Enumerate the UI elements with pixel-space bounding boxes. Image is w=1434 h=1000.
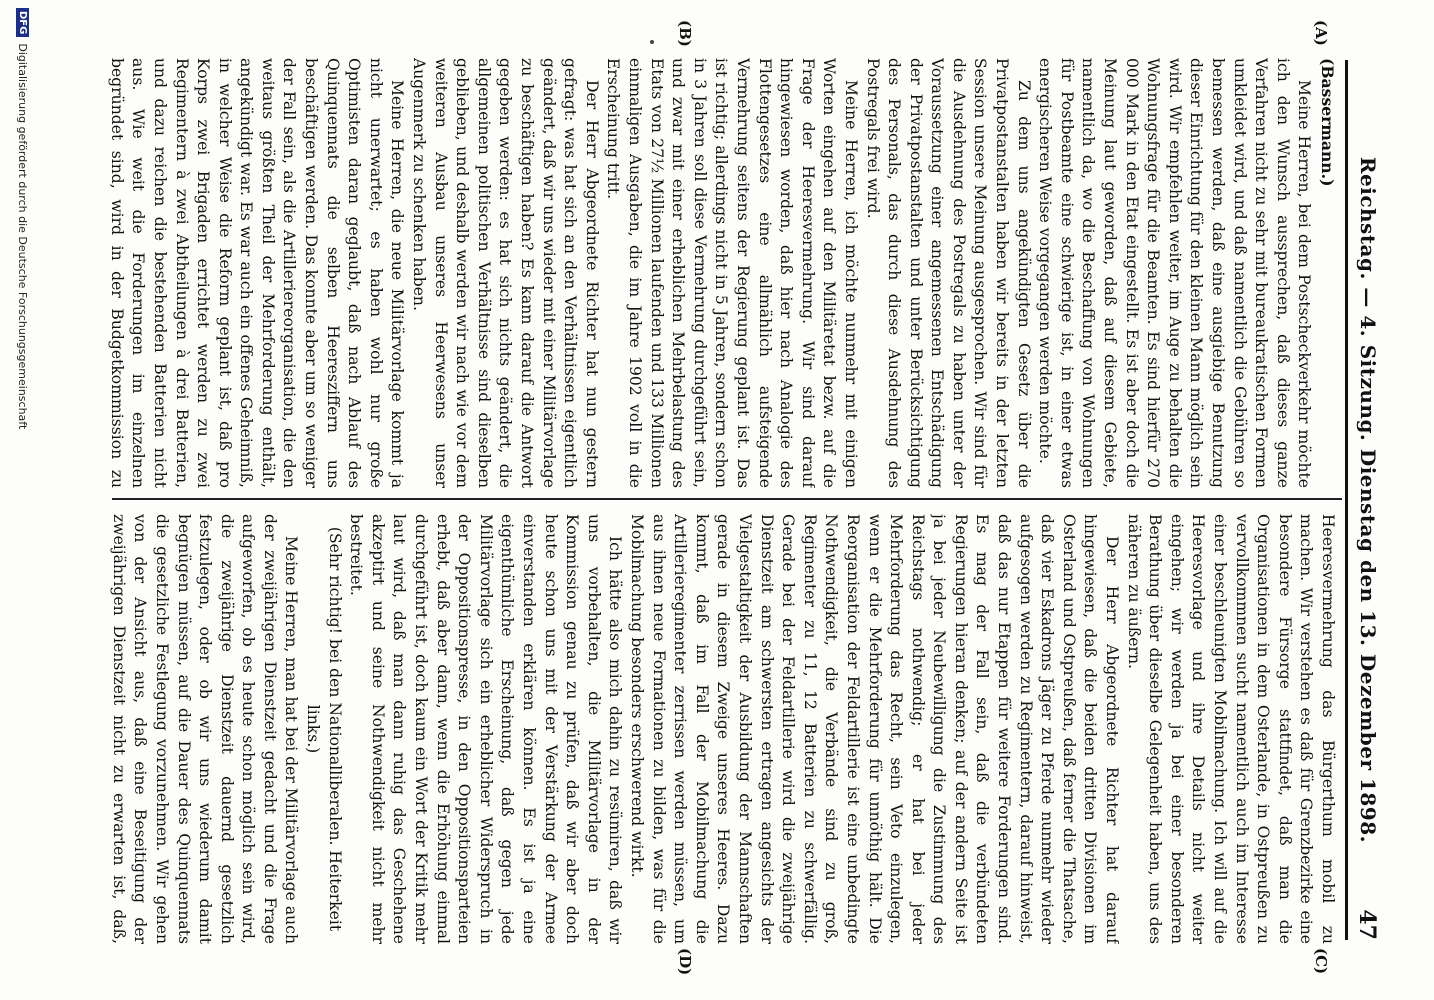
- header-rule: [1345, 60, 1348, 940]
- paragraph: Zu dem uns angekündigten Gesetz über die Privatpostanstalten haben wir bereits in der letzten Session unsere Meinung ausgesprochen. Wir sind für die Ausdehnung des Postregals zu haben unter der Voraussetzung einer angemessenen Entschädigung der Privatpostanstalten und unter Berücksichtigung des Personals, das durch diese Ausdehnung des Postregals frei wird.: [863, 58, 1033, 488]
- dfg-logo: DFG: [17, 8, 30, 37]
- speaker-name: (Bassermann.): [1318, 58, 1337, 187]
- paragraph: Meine Herren, die neue Militärvorlage kommt ja nicht unerwartet; es haben wohl nur große Optimisten daran geglaubt, daß nach Ablauf des Quinquennats die selben Heeresziffern uns beschäftigen werden. Das konnte aber um so weniger der Fall sein, als die Artilleriereorganisation, die den weitaus größten Theil der Mehrforderung enthält, angekündigt war. Es war auch ein offenes Geheimniß, in welcher Weise die Reform geplant ist, daß pro Korps zwei Brigaden errichtet werden zu zwei Regimentern à zwei Abtheilungen à drei Batterien, und dazu reichen die bestehenden Batterien nicht aus. Wie weit die Forderungen im einzelnen begründet sind, wird in der Budgetkommission zu: [108, 58, 407, 488]
- page-title: Reichstag. — 4. Sitzung. Dienstag den 13. Dezember 1898.: [1356, 156, 1380, 844]
- left-column: [108, 58, 1338, 488]
- margin-marker-b: (B): [676, 20, 694, 47]
- right-column: [108, 514, 1338, 944]
- page-header: [1350, 60, 1384, 940]
- margin-marker-d: (D): [676, 948, 694, 976]
- paragraph: Meine Herren, man hat bei der Militärvorlage auch der zweijährigen Dienstzeit gedacht und die Frage aufgeworfen, ob es heute schon möglich sein wird, die zweijährige Dienstzeit dauernd gesetzlich festzulegen, oder ob wir uns wiederum damit begnügen müssen, auf die Dauer des Quinquennats die gesetzliche Festlegung vorzunehmen. Wir gehen von der Ansicht aus, daß eine Beseitigung der zweijährigen Dienstzeit nicht zu erwarten ist, daß,: [109, 514, 301, 944]
- paragraph: Ich hätte also mich dahin zu resümiren, daß wir uns vorbehalten, die Militärvorlage in der Kommission genau zu prüfen, daß wir aber doch heute schon uns mit der Verstärkung der Armee einverstanden erklären können. Es ist ja eine eigenthümliche Erscheinung, daß gegen jede Militärvorlage sich ein erheblicher Widerspruch in der Oppositionspresse, in den Oppositionsparteien erhebt, daß aber dann, wenn die Erhöhung einmal durchgeführt ist, doch kaum ein Wort der Kritik mehr laut wird, daß man dann ruhig das Geschehene akzeptirt und seine Nothwendigkeit nicht mehr bestreitet.: [347, 514, 625, 944]
- paragraph: Heeresvermehrung das Bürgerthum mobil zu machen. Wir verstehen es daß für Grenzbezirke eine besondere Fürsorge stattfindet, daß man die Organisationen in dem Osterlande, in Ostpreußen zu vervollkommnen sucht namentlich auch im Interesse einer beschleunigten Mobilmachung. Ich will auf die Heeresvorlage und ihre Details nicht weiter eingehen; wir werden ja bei einer besonderen Berathung über dieselbe Gelegenheit haben, uns des näheren zu äußern.: [1124, 514, 1337, 944]
- paragraph: Der Herr Abgeordnete Richter hat darauf hingewiesen, daß die beiden dritten Divisionen im Osterland und Ostpreußen, daß ferner die Thatsache, daß vier Eskadrons Jäger zu Pferde nunmehr wieder aufgesogen werden zu Regimentern, darauf hinweist, daß das nur Etappen für weitere Forderungen sind. Es mag der Fall sein, daß die verbündeten Regierungen hieran denken; auf der andern Seite ist ja bei jeder Neubewilligung die Zustimmung des Reichstags nothwendig; er hat bei jeder Mehrforderung das Recht, sein Veto einzulegen, wenn er die Mehrforderung für unnöthig hält. Die Reorganisation der Feldartillerie ist eine unbedingte Nothwendigkeit, die Verbände sind zu groß, Regimenter zu 11, 12 Batterien zu schwerfällig. Gerade bei der Feldartillerie wird die zweijährige Dienstzeit am schwersten ertragen angesichts der Vielgestaltigkeit der Ausbildung der Mannschaften gerade in diesem Zweige unseres Heeres. Dazu kommt, daß im Fall der Mobilmachung die Artillerieregimenter zerrissen werden müssen, um aus ihnen neue Formationen zu bilden, was für die Mobilmachung besonders erschwerend wirkt.: [628, 514, 1122, 944]
- footer-text: Digitalisierung gefördert durch die Deutsche Forschungsgemeinschaft: [16, 43, 30, 430]
- interjection: (Sehr richtig! bei den Nationalliberalen. Heiterkeit links.): [304, 526, 344, 932]
- margin-marker-a: (A): [1312, 20, 1330, 46]
- footer: [8, 0, 38, 1000]
- margin-marker-c: (C): [1312, 948, 1330, 975]
- paragraph: Meine Herren, ich möchte nunmehr mit einigen Worten eingehen auf den Militäretat bezw. auf die Frage der Heeresvermehrung. Wir sind darauf hingewiesen worden, daß hier nach Analogie des Flottengesetzes eine allmählich aufsteigende Vermehrung seitens der Regierung geplant ist. Das ist richtig; allerdings nicht in 5 Jahren, sondern schon in 3 Jahren soll diese Vermehrung durchgeführt sein, und zwar mit einer erheblichen Mehrbelastung des Etats von 27½ Millionen laufenden und 133 Millionen einmaligen Ausgaben, die im Jahre 1902 voll in die Erscheinung tritt.: [604, 58, 860, 488]
- paragraph: Meine Herren, bei dem Postscheckverkehr möchte ich den Wunsch aussprechen, daß dieses ganze Verfahren nicht zu sehr mit bureaukratischen Formen umkleidet wird, und daß namentlich die Gebühren so bemessen werden, daß eine ausgiebige Benutzung dieser Einrichtung für den kleinen Mann möglich sein wird. Wir empfehlen weiter, im Auge zu behalten die Wohnungsfrage für die Beamten. Es sind hierfür 270 000 Mark in den Etat eingestellt. Es ist aber doch die Meinung laut geworden, daß auf diesem Gebiete, namentlich da, wo die Beschaffung von Wohnungen für Postbeamte eine schwierige ist, in einer etwas energischeren Weise vorgegangen werden möchte.: [1036, 58, 1314, 488]
- column-divider: [112, 498, 1342, 500]
- paragraph: Der Herr Abgeordnete Richter hat nun gestern gefragt: was hat sich an den Verhältnissen eigentlich geändert, daß wir uns wieder mit einer Militärvorlage zu beschäftigen haben? Es kann darauf die Antwort gegeben werden: es hat sich nichts geändert, die allgemeinen politischen Verhältnisse sind dieselben geblieben, und deshalb werden wir nach wie vor dem weiteren Ausbau unseres Heerwesens unser Augenmerk zu schenken haben.: [410, 58, 601, 488]
- page-number: 47: [1354, 909, 1380, 940]
- scan-speck: [650, 40, 654, 44]
